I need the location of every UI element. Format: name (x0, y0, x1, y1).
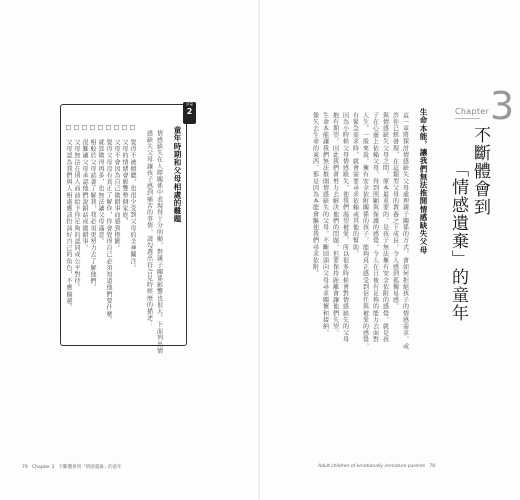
footer-title: 不斷體會到「情感遺棄」的童年 (58, 465, 122, 470)
body-line: 有緊急需求時，就會需要尋求依賴或其他的幫助。 (351, 112, 359, 258)
chapter-word: Chapter (455, 107, 490, 116)
assessment-badge (183, 102, 196, 124)
body-line: 與情感缺失父母之間，原本最重要的，是孩子無法擁有安全依附的感覺，就是孩 (381, 112, 389, 343)
left-footer (22, 464, 122, 470)
body-line: 生命本能讓我們無法推開情感缺失的父母，不斷回頭向父母尋求關懷和接納， (321, 112, 329, 337)
checklist-item: □ 就算做得再多，也無法讓父母滿意。 (97, 124, 104, 245)
checklist-item: □ 父母的情緒會影響整個家庭。 (121, 124, 128, 225)
page-number: 78 (429, 464, 436, 469)
checklist-item: □ 父母無法在別人面前給予你足夠的認同或公平對待。 (73, 124, 80, 291)
checklist-item: □ 父母認為我們與人相處應該扮演好自己的角色，不應踰越。 (65, 124, 72, 311)
chapter-number: 3 (490, 84, 515, 128)
body-line: 子在心靈上依賴父母，得到照顧與保護的感覺，令人在日後有足夠的能力去面對 (371, 112, 379, 343)
badge-number: 2 (186, 107, 193, 116)
checklist-item: □ 覺得父母沒有真正了解你，你會覺得自己必須知道他們要什麼。 (105, 124, 112, 324)
body-line: 這一章將探討情感缺失父母處理親子關係的方式，會如何拒絕孩子的情感需求，或 (401, 112, 409, 350)
section-heading: 生命本能，讓我們無法推開情感缺失父母 (419, 108, 428, 254)
running-title: Adult children of emotionally immature parents (318, 464, 426, 469)
box-title: 童年時期和父母相處的難題 (173, 126, 182, 224)
right-footer (318, 464, 435, 469)
page-number: 79 (22, 465, 28, 470)
body-line: 因為小時候父母情感缺失，使我們渴望被愛，所以很多時候會對情感缺失的父母 (341, 112, 349, 343)
body-line: 許你已經發現，在這類型父母的教養之下成長，令人感到孤獨易感。 (391, 112, 399, 310)
intro-line-1: 情感缺失在人際關係中表現得十分明顯，對親子關係影響也很大。下面列出情 (155, 130, 163, 355)
intro-line-2: 感缺失父母讓孩子感到痛苦的事情，請勾選出符合兒時經歷的描述： (145, 130, 153, 328)
checklist-item: □ 很難讓父母承認他們說錯話或做錯事。 (81, 124, 88, 252)
checklist-item: □ 父母不會因為自己做錯事而感到抱歉。 (113, 124, 120, 252)
body-line: 抱有期望，因此我們會努力去解決他們的問題，但要保持距離會讓他們失望。 (331, 112, 339, 337)
body-line: 人生。一般來說，擁有安全依附關係的孩子，能夠真正感受到信任與被愛的感覺， (361, 112, 369, 350)
badge-label: 評量 (186, 102, 193, 106)
chapter-title-line-1: 不斷體會到 (470, 126, 490, 216)
chapter-title-line-2: 「情感遺棄」的童年 (448, 160, 468, 322)
footer-chapter: Chapter 3 (32, 465, 55, 470)
body-line: 像失去生命的東西，那是因為本能會驅使我們尋求依附。 (311, 112, 319, 277)
chapter-rule (455, 118, 480, 119)
checklist-item: □ 相較於父母試著了解我，我必須更努力去了解他們。 (89, 124, 96, 291)
checklist-item: □ 覺得不被傾聽，也很少受到父母的全神關注。 (129, 124, 136, 272)
